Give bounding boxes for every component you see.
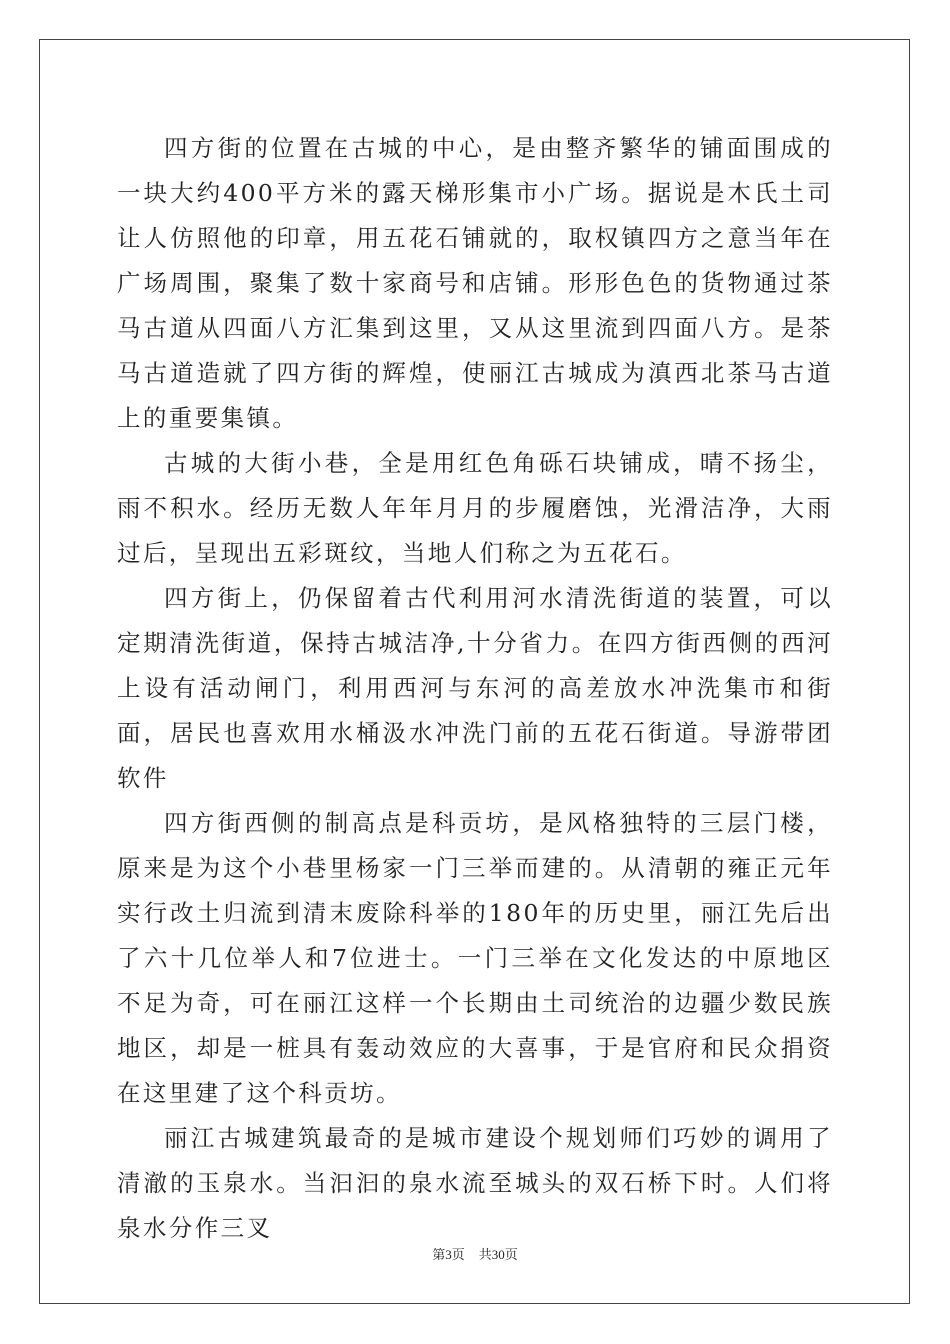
paragraph: 古城的大街小巷，全是用红色角砾石块铺成，晴不扬尘，雨不积水。经历无数人年年月月的步履磨蚀，光滑洁净，大雨过后，呈现出五彩斑纹，当地人们称之为五花石。 <box>117 449 833 567</box>
paragraph: 丽江古城建筑最奇的是城市建设个规划师们巧妙的调用了清澈的玉泉水。当汩汩的泉水流至城头的双石桥下时。人们将泉水分作三叉 <box>117 1124 833 1242</box>
page-number: 第3页 <box>432 1247 465 1262</box>
paragraph: 四方街西侧的制高点是科贡坊，是风格独特的三层门楼，原来是为这个小巷里杨家一门三举而建的。从清朝的雍正元年实行改土归流到清末废除科举的180年的历史里，丽江先后出了六十几位举人和7位进士。一门三举在文化发达的中原地区不足为奇，可在丽江这样一个长期由土司统治的边疆少数民族地区，却是一桩具有轰动效应的大喜事，于是官府和民众捐资在这里建了这个科贡坊。 <box>117 809 833 1107</box>
paragraph: 四方街上，仍保留着古代利用河水清洗街道的装置，可以定期清洗街道，保持古城洁净,十分省力。在四方街西侧的西河上设有活动闸门，利用西河与东河的高差放水冲洗集市和街面，居民也喜欢用水桶汲水冲洗门前的五花石街道。导游带团软件 <box>117 584 833 792</box>
document-body <box>117 126 833 1251</box>
page-total: 共30页 <box>478 1247 518 1262</box>
page-footer <box>0 1244 950 1263</box>
paragraph: 四方街的位置在古城的中心，是由整齐繁华的铺面围成的一块大约400平方米的露天梯形集市小广场。据说是木氏土司让人仿照他的印章，用五花石铺就的，取权镇四方之意当年在广场周围，聚集了数十家商号和店铺。形形色色的货物通过茶马古道从四面八方汇集到这里，又从这里流到四面八方。是茶马古道造就了四方街的辉煌，使丽江古城成为滇西北茶马古道上的重要集镇。 <box>117 134 833 432</box>
